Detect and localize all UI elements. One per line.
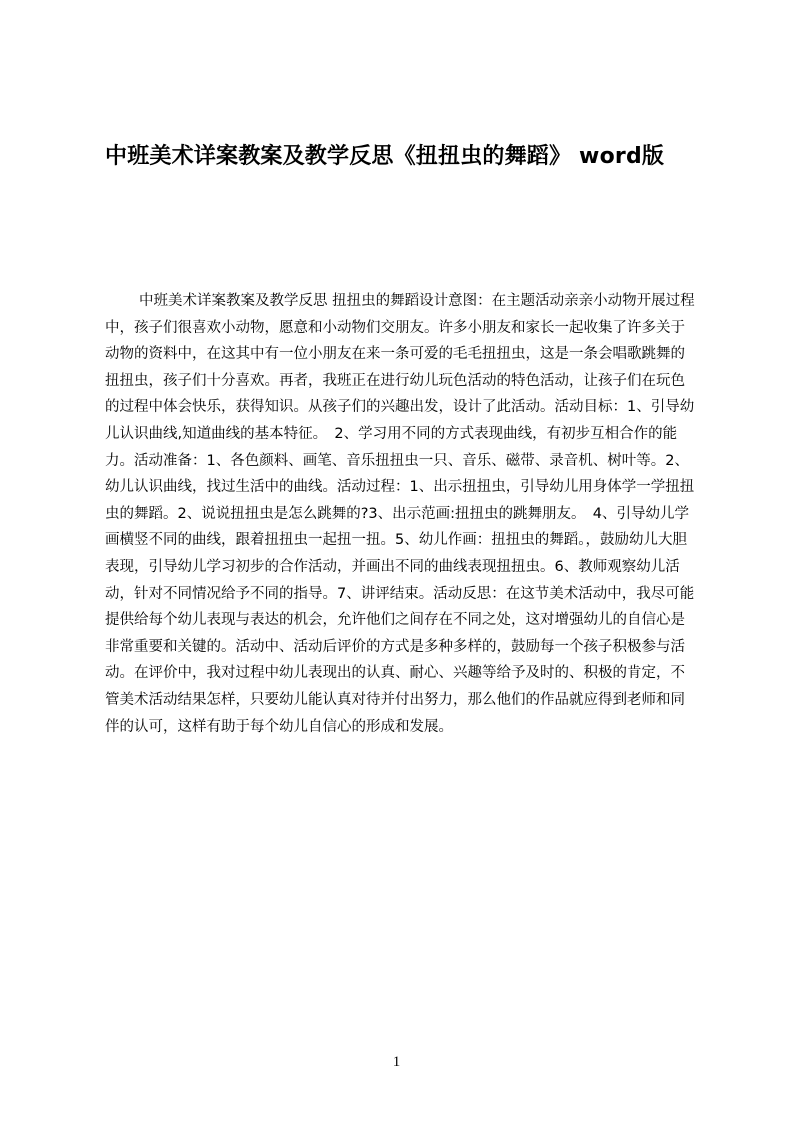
page-number: 1 bbox=[392, 1054, 401, 1070]
document-title: 中班美术详案教案及教学反思《扭扭虫的舞蹈》 word版 bbox=[105, 144, 665, 169]
body-paragraph: 中班美术详案教案及教学反思 扭扭虫的舞蹈设计意图：在主题活动亲亲小动物开展过程中，孩子们很喜欢小动物，愿意和小动物们交朋友。许多小朋友和家长一起收集了许多关于动物的资料中，在这其中有一位小朋友在来一条可爱的毛毛扭扭虫，这是一条会唱歌跳舞的扭扭虫，孩子们十分喜欢。再者，我班正在进行幼儿玩色活动的特色活动，让孩子们在玩色的过程中体会快乐，获得知识。从孩子们的兴趣出发，设计了此活动。活动目标：1、引导幼儿认识曲线,知道曲线的基本特征。 2、学习用不同的方式表现曲线，有初步互相合作的能力。活动准备：1、各色颜料、画笔、音乐扭扭虫一只、音乐、磁带、录音机、树叶等。2、幼儿认识曲线，找过生活中的曲线。活动过程：1、出示扭扭虫，引导幼儿用身体学一学扭扭虫的舞蹈。2、说说扭扭虫是怎么跳舞的?3、出示范画:扭扭虫的跳舞朋友。 4、引导幼儿学画横竖不同的曲线，跟着扭扭虫一起扭一扭。5、幼儿作画：扭扭虫的舞蹈。，鼓励幼儿大胆表现，引导幼儿学习初步的合作活动，并画出不同的曲线表现扭扭虫。6、教师观察幼儿活动，针对不同情况给予不同的指导。7、讲评结束。活动反思：在这节美术活动中，我尽可能提供给每个幼儿表现与表达的机会，允许他们之间存在不同之处，这对增强幼儿的自信心是非常重要和关键的。活动中、活动后评价的方式是多种多样的，鼓励每一个孩子积极参与活动。在评价中，我对过程中幼儿表现出的认真、耐心、兴趣等给予及时的、积极的肯定，不管美术活动结果怎样，只要幼儿能认真对待并付出努力，那么他们的作品就应得到老师和同伴的认可，这样有助于每个幼儿自信心的形成和发展。 bbox=[105, 293, 695, 735]
